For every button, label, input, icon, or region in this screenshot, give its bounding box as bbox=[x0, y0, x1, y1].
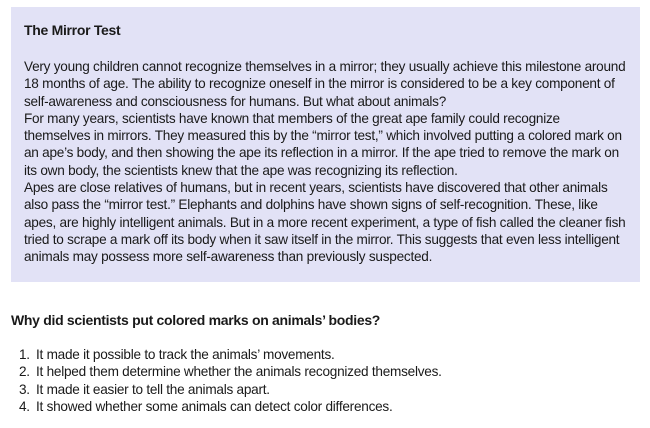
reading-passage bbox=[11, 7, 640, 282]
option-text: It showed whether some animals can detect color differences. bbox=[36, 398, 393, 414]
passage-paragraph-2: For many years, scientists have known that members of the great ape family could recognize themselves in mirrors. They measured this by the “mirror test,” which involved putting a colored mark on an ape’s body, and then showing the ape its reflection in a mirror. If the ape tried to remove the mark on its own body, the scientists knew that the ape was recognizing its reflection. bbox=[24, 110, 622, 178]
passage-title: The Mirror Test bbox=[24, 22, 121, 38]
answer-options bbox=[19, 346, 442, 415]
option-text: It made it possible to track the animals’ movements. bbox=[36, 347, 335, 362]
option-number: 2. bbox=[19, 364, 30, 380]
answer-option-2[interactable] bbox=[19, 363, 442, 380]
passage-paragraph-1: Very young children cannot recognize themselves in a mirror; they usually achieve this milestone around 18 months of age. The ability to recognize oneself in the mirror is considered to be a key component of self-awareness and consciousness for humans. But what about animals? bbox=[24, 59, 626, 109]
answer-option-4[interactable] bbox=[19, 398, 442, 415]
option-number: 4. bbox=[19, 398, 30, 414]
option-text: It made it easier to tell the animals apart. bbox=[36, 381, 270, 397]
option-text: It helped them determine whether the animals recognized themselves. bbox=[36, 364, 442, 380]
answer-option-3[interactable] bbox=[19, 381, 442, 398]
option-number: 3. bbox=[19, 381, 30, 397]
question-text: Why did scientists put colored marks on animals’ bodies? bbox=[11, 312, 381, 328]
passage-paragraph-3: Apes are close relatives of humans, but in recent years, scientists have discovered that other animals also pass the “mirror test.” Elephants and dolphins have shown signs of self-recognition. These, like apes, are highly intelligent animals. But in a more recent experiment, a type of fish called the cleaner fish tried to scrape a mark off its body when it saw itself in the mirror. This suggests that even less intelligent animals may possess more self-awareness than previously suspected. bbox=[24, 180, 626, 265]
answer-option-1[interactable] bbox=[19, 346, 442, 363]
option-number: 1. bbox=[19, 347, 30, 362]
